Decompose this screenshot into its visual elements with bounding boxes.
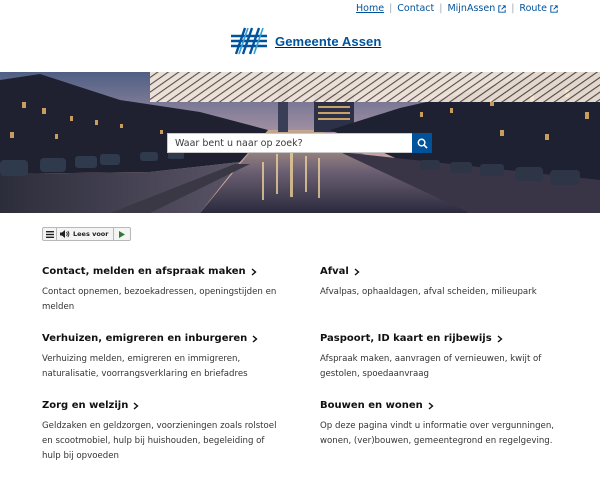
gemeente-assen-logo-icon <box>228 24 270 58</box>
read-aloud-label: Lees voor <box>73 230 109 238</box>
logo-text: Gemeente Assen <box>275 33 382 49</box>
hamburger-menu-icon <box>46 231 54 238</box>
tile-verhuizen <box>42 333 277 382</box>
chevron-right-icon <box>354 268 360 276</box>
mijnassen-label: MijnAssen <box>447 3 496 14</box>
speaker-icon <box>60 230 70 238</box>
top-navigation <box>356 3 558 14</box>
tile-title: Zorg en welzijn <box>42 400 129 411</box>
separator: | <box>511 3 515 14</box>
route-link[interactable] <box>519 3 558 14</box>
tile-description: Geldzaken en geldzorgen, voorzieningen zoals rolstoel en scootmobiel, hulp bij huishouden, begeleiding of hulp bij opvoeden <box>42 421 277 461</box>
external-link-icon <box>498 5 506 13</box>
tile-link[interactable] <box>42 400 277 411</box>
play-icon <box>119 231 125 238</box>
tile-title: Verhuizen, emigreren en inburgeren <box>42 333 248 344</box>
tile-description: Afvalpas, ophaaldagen, afval scheiden, milieupark <box>320 287 537 297</box>
tile-zorg <box>42 400 277 464</box>
route-label: Route <box>519 3 547 14</box>
tile-afval <box>320 266 555 300</box>
reader-menu-button[interactable] <box>43 228 57 240</box>
tile-title: Paspoort, ID kaart en rijbewijs <box>320 333 492 344</box>
tile-title: Bouwen en wonen <box>320 400 423 411</box>
tile-link[interactable] <box>320 266 555 277</box>
search-input[interactable] <box>167 133 412 153</box>
read-aloud-toolbar <box>42 227 131 241</box>
tile-link[interactable] <box>320 333 555 344</box>
chevron-right-icon <box>251 268 257 276</box>
search-button[interactable] <box>412 133 432 153</box>
tile-paspoort <box>320 333 555 382</box>
external-link-icon <box>550 5 558 13</box>
tile-link[interactable] <box>42 333 277 344</box>
tile-description: Verhuizing melden, emigreren en immigreren, naturalisatie, voorrangsverklaring en briefadres <box>42 354 248 379</box>
contact-link[interactable]: Contact <box>397 3 435 14</box>
search-bar <box>167 133 432 153</box>
tile-description: Contact opnemen, bezoekadressen, openingstijden en melden <box>42 287 277 312</box>
tile-bouwen <box>320 400 555 449</box>
home-link[interactable]: Home <box>356 3 385 14</box>
tile-title: Contact, melden en afspraak maken <box>42 266 246 277</box>
tile-link[interactable] <box>320 400 555 411</box>
mijnassen-link[interactable] <box>447 3 506 14</box>
chevron-right-icon <box>497 335 503 343</box>
chevron-right-icon <box>133 402 139 410</box>
tile-description: Afspraak maken, aanvragen of vernieuwen, kwijt of gestolen, spoedaanvraag <box>320 354 542 379</box>
search-icon <box>417 138 428 149</box>
tile-contact <box>42 266 277 315</box>
chevron-right-icon <box>252 335 258 343</box>
read-aloud-button[interactable] <box>57 228 114 240</box>
tile-title: Afval <box>320 266 349 277</box>
separator: | <box>439 3 443 14</box>
separator: | <box>389 3 393 14</box>
tile-link[interactable] <box>42 266 277 277</box>
logo[interactable] <box>228 24 381 58</box>
tile-description: Op deze pagina vindt u informatie over vergunningen, wonen, (ver)bouwen, gemeentegrond en regelgeving. <box>320 421 554 446</box>
chevron-right-icon <box>428 402 434 410</box>
play-button[interactable] <box>114 228 130 240</box>
